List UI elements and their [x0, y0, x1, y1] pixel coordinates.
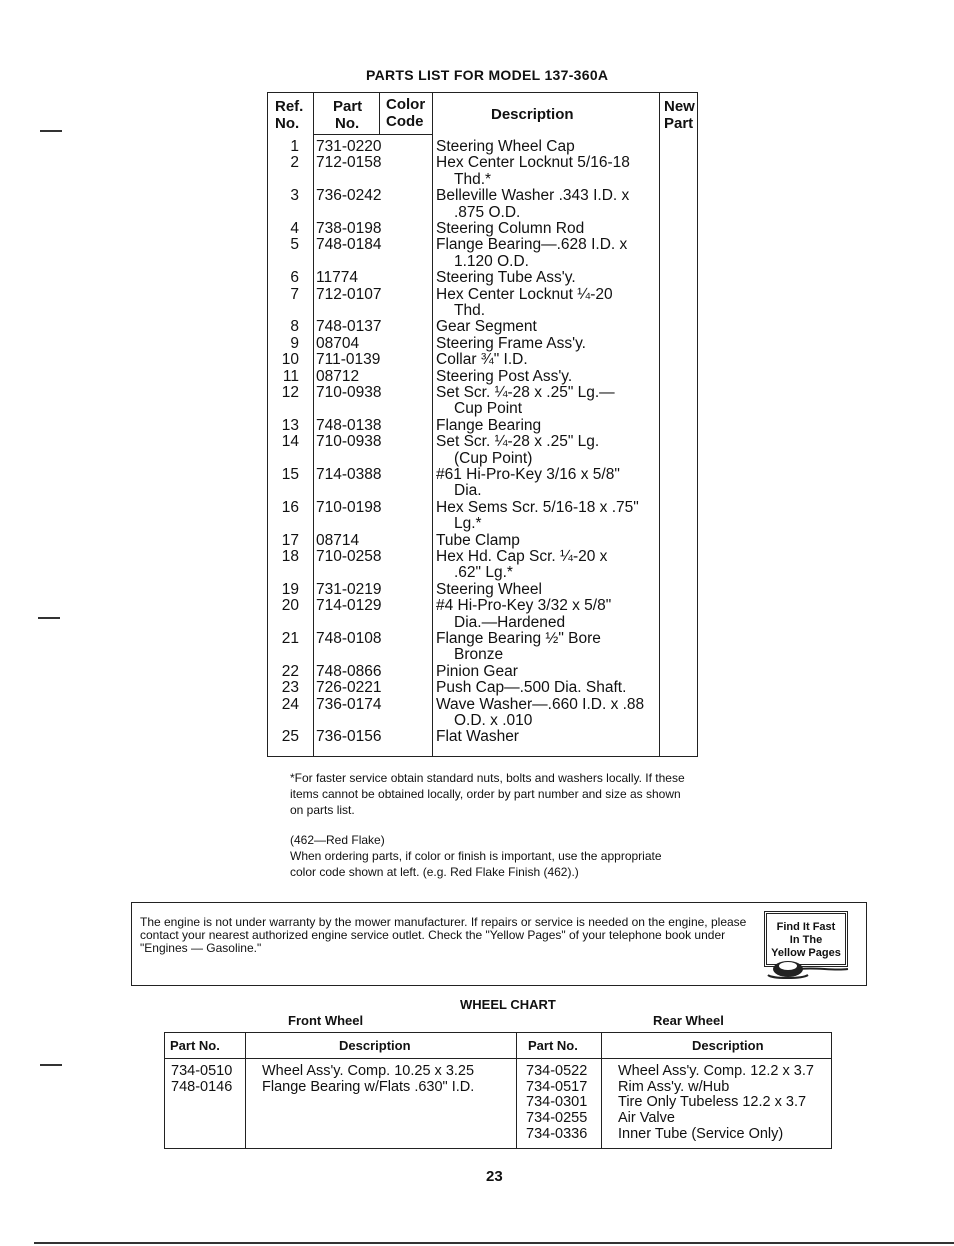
ref-number: 15 [281, 466, 299, 483]
part-description: Cup Point [454, 400, 523, 418]
ref-number: 24 [281, 695, 299, 713]
part-number: 712-0158 [316, 154, 382, 172]
color-instructions: When ordering parts, if color or finish is important, use the appropriate color code shown at left. (e.g. Red Flake Finish (462).) [290, 849, 662, 879]
part-description: Dia.—Hardened [454, 613, 566, 631]
ref-number: 4 [290, 220, 299, 237]
telephone-icon [762, 955, 850, 981]
header-underline [313, 134, 432, 135]
margin-mark [38, 617, 60, 619]
part-description: Set Scr. ¼-28 x .25" Lg. [436, 433, 600, 451]
parts-table [267, 92, 698, 757]
part-number: 714-0388 [316, 466, 382, 483]
part-number: 748-0137 [316, 318, 382, 336]
part-description: Hex Center Locknut 5/16-18 [436, 154, 630, 172]
part-description: Hex Sems Scr. 5/16-18 x .75" [436, 498, 639, 516]
ref-number: 3 [290, 187, 299, 205]
ref-number: 18 [281, 548, 299, 565]
header-new-part: New Part [664, 98, 695, 132]
page-number: 23 [486, 1168, 503, 1185]
ref-number: 7 [290, 285, 299, 303]
part-number: 736-0156 [316, 728, 382, 746]
yellow-pages-logo [762, 909, 850, 979]
ref-number: 17 [281, 531, 299, 549]
ref-number: 8 [290, 318, 299, 336]
part-description: 1.120 O.D. [454, 252, 529, 270]
part-description: Gear Segment [436, 318, 537, 336]
part-number: 736-0242 [316, 187, 382, 205]
part-description: Steering Post Ass'y. [436, 367, 573, 385]
front-wheel-label: Front Wheel [288, 1013, 364, 1028]
part-number: 736-0174 [316, 695, 382, 713]
color-code-note: (462—Red Flake) [290, 833, 385, 847]
header-color: Color Code [386, 96, 426, 130]
warranty-text: The engine is not under warranty by the mower manufacturer. If repairs or service is needed on the engine, please contact your nearest authorized engine service outlet. Check the "Yellow Pages" of your telephone book under "Engines — Gasoline." [140, 915, 747, 955]
parts-list-title: PARTS LIST FOR MODEL 137-360A [366, 67, 609, 83]
part-number: 710-0198 [316, 498, 382, 516]
part-description: Flange Bearing ½" Bore [436, 630, 601, 647]
part-description: Thd.* [454, 170, 492, 188]
ref-number: 14 [281, 433, 299, 451]
part-description: #4 Hi-Pro-Key 3/32 x 5/8" [436, 597, 612, 615]
column-divider [432, 93, 433, 756]
wheel-chart-title: WHEEL CHART [460, 997, 556, 1012]
part-number: 714-0129 [316, 597, 382, 615]
wheel-part-number: 734-0336 [526, 1125, 588, 1142]
wheel-part-number: 748-0146 [171, 1078, 233, 1095]
ref-number: 10 [281, 351, 299, 369]
part-number: 710-0938 [316, 384, 382, 401]
ref-number: 19 [281, 580, 299, 598]
wheel-part-number: 734-0301 [526, 1094, 588, 1111]
warranty-box [131, 902, 867, 986]
part-description: Flat Washer [436, 728, 519, 746]
wheel-chart-table [164, 1032, 832, 1149]
part-description: Steering Wheel Cap [436, 138, 575, 155]
part-description: .62" Lg.* [454, 564, 513, 582]
column-divider [601, 1033, 602, 1148]
ref-number: 22 [281, 662, 299, 680]
header-underline [165, 1058, 831, 1059]
ref-number: 13 [281, 416, 299, 434]
part-number: 08712 [316, 367, 360, 385]
margin-mark [40, 1064, 62, 1066]
part-number: 748-0184 [316, 236, 382, 254]
header-ref: Ref. No. [275, 98, 304, 132]
part-number: 748-0108 [316, 630, 382, 647]
header-front-part: Part No. [170, 1038, 220, 1053]
part-description: (Cup Point) [454, 449, 533, 467]
part-description: Steering Frame Ass'y. [436, 334, 586, 352]
part-number: 711-0139 [316, 351, 381, 369]
part-description: Belleville Washer .343 I.D. x [436, 187, 630, 205]
part-description: #61 Hi-Pro-Key 3/16 x 5/8" [436, 466, 620, 483]
part-description: Set Scr. ¼-28 x .25" Lg.— [436, 384, 615, 401]
ref-number: 11 [282, 367, 299, 385]
column-divider [313, 93, 314, 756]
ref-number: 2 [290, 154, 299, 172]
part-number: 748-0138 [316, 416, 382, 434]
wheel-description: Wheel Ass'y. Comp. 10.25 x 3.25 [262, 1063, 475, 1079]
wheel-description: Tire Only Tubeless 12.2 x 3.7 [618, 1094, 807, 1111]
part-description: .875 O.D. [454, 203, 521, 221]
wheel-description: Flange Bearing w/Flats .630" I.D. [262, 1078, 475, 1095]
part-description: Steering Wheel [436, 580, 542, 598]
wheel-part-number: 734-0255 [526, 1110, 588, 1127]
part-description: Flange Bearing [436, 416, 542, 434]
part-number: 710-0258 [316, 548, 382, 565]
rear-wheel-label: Rear Wheel [653, 1013, 724, 1028]
yellow-pages-text: Find It Fast In The Yellow Pages [771, 921, 841, 959]
ref-number: 12 [281, 384, 299, 401]
part-number: 08714 [316, 531, 360, 549]
column-divider [516, 1033, 517, 1148]
part-description: Hex Hd. Cap Scr. ¼-20 x [436, 548, 608, 565]
ref-number: 21 [281, 630, 299, 647]
part-number: 731-0219 [316, 580, 382, 598]
ref-number: 20 [281, 597, 299, 615]
part-description: Pinion Gear [436, 662, 518, 680]
ref-number: 6 [290, 269, 299, 287]
part-number: 748-0866 [316, 662, 382, 680]
part-number: 11774 [316, 269, 358, 287]
part-number: 710-0938 [316, 433, 382, 451]
header-part: Part No. [333, 98, 363, 132]
part-description: Collar ¾" I.D. [436, 351, 528, 369]
ref-number: 16 [281, 498, 299, 516]
ref-number: 5 [290, 236, 299, 254]
column-divider [379, 93, 380, 135]
header-rear-desc: Description [692, 1038, 764, 1053]
part-description: Hex Center Locknut ¼-20 [436, 285, 613, 303]
footnote: *For faster service obtain standard nuts, bolts and washers locally. If these items cannot be obtained locally, order by part number and size as shown on parts list. [290, 771, 685, 817]
part-number: 712-0107 [316, 285, 382, 303]
header-description: Description [491, 106, 574, 123]
ref-number: 25 [281, 728, 299, 746]
part-description: Flange Bearing—.628 I.D. x [436, 236, 628, 254]
ref-number: 1 [290, 138, 299, 155]
wheel-description: Inner Tube (Service Only) [618, 1125, 784, 1142]
part-number: 726-0221 [316, 679, 382, 697]
ref-number: 23 [281, 679, 299, 697]
column-divider [245, 1033, 246, 1148]
bottom-rule [34, 1242, 954, 1244]
part-description: Lg.* [454, 515, 482, 533]
wheel-description: Rim Ass'y. w/Hub [618, 1078, 730, 1095]
part-description: Tube Clamp [436, 531, 520, 549]
column-divider [659, 93, 660, 756]
ref-number: 9 [290, 334, 299, 352]
part-description: Steering Column Rod [436, 220, 585, 237]
part-description: Thd. [454, 302, 486, 319]
header-rear-part: Part No. [528, 1038, 578, 1053]
part-description: O.D. x .010 [454, 712, 533, 729]
part-number: 08704 [316, 334, 360, 352]
wheel-part-number: 734-0522 [526, 1063, 588, 1079]
part-description: Wave Washer—.660 I.D. x .88 [436, 695, 645, 713]
header-front-desc: Description [339, 1038, 411, 1053]
part-description: Push Cap—.500 Dia. Shaft. [436, 679, 627, 697]
margin-mark [40, 130, 62, 132]
part-number: 731-0220 [316, 138, 382, 155]
wheel-part-number: 734-0510 [171, 1063, 233, 1079]
wheel-description: Wheel Ass'y. Comp. 12.2 x 3.7 [618, 1063, 814, 1079]
part-description: Bronze [454, 646, 504, 664]
part-number: 738-0198 [316, 220, 382, 237]
part-description: Steering Tube Ass'y. [436, 269, 576, 287]
wheel-part-number: 734-0517 [526, 1078, 588, 1095]
part-description: Dia. [454, 482, 482, 500]
wheel-description: Air Valve [618, 1110, 675, 1127]
